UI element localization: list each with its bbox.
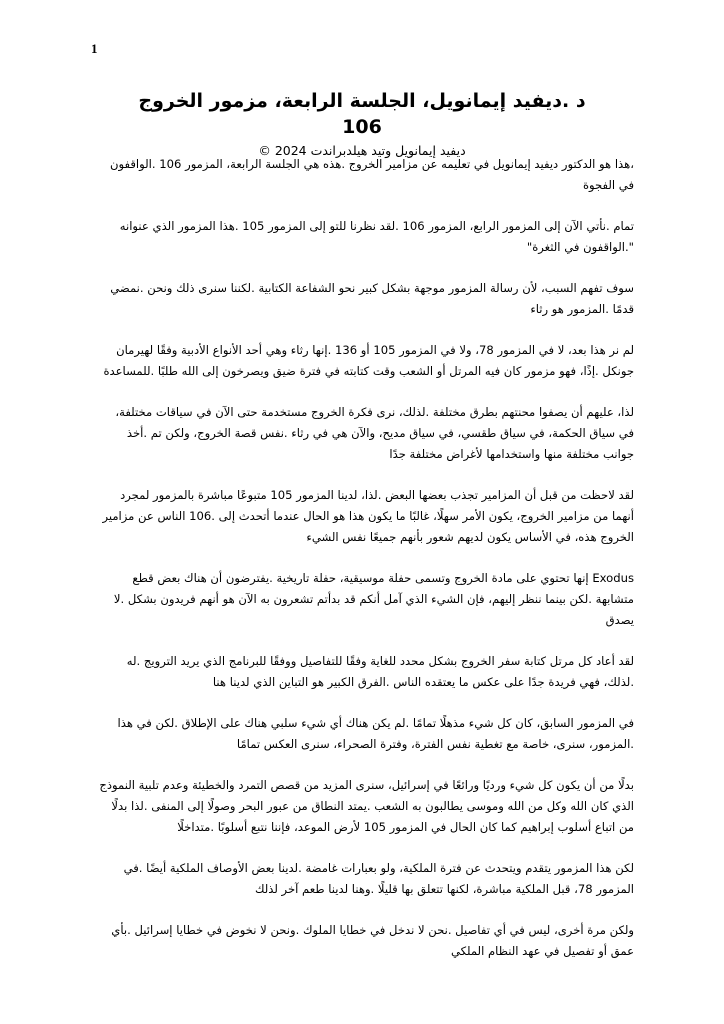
paragraph: لكن هذا المزمور يتقدم ويتحدث عن فترة الملكية، ولو بعبارات غامضة .لدينا بعض الأوصاف الملكية أيضًا .في المزمور 78، قبل الملكية مباشرة، لكنها تتعلق بها قليلًا .وهنا لدينا طعم آخر لذلك bbox=[123, 861, 634, 896]
paragraph: لقد لاحظت من قبل أن المزامير تجذب بعضها البعض .لذا، لدينا المزمور 105 متبوعًا مباشرة بالمزمور لمجرد أنهما من مزامير الخروج، يكون الأمر سهلًا، غالبًا ما يكون هذا هو الحال عندما أتحدث إلى .106 الناس عن مزامير الخروج هذه، في الأساس يكون لديهم شعور بأنهم جميعًا نفس الشيء bbox=[102, 488, 634, 544]
document-header bbox=[120, 88, 604, 160]
paragraph: لذا، عليهم أن يصفوا محنتهم بطرق مختلفة .لذلك، نرى فكرة الخروج مستخدمة حتى الآن في سياقات مختلفة، في سياق الحكمة، في سياق طقسي، في سياق مديح، والآن هي في رثاء .نفس قصة الخروج، ولكن تم .أخذ جوانب مختلفة منها واستخدامها لأغراض مختلفة جدًا bbox=[115, 405, 634, 461]
document-subtitle: ديفيد إيمانويل وتيد هيلدبراندت 2024 © bbox=[258, 143, 466, 158]
paragraph: في المزمور السابق، كان كل شيء مذهلًا تمامًا .لم يكن هناك أي شيء سلبي هناك على الإطلاق .لكن في هذا .المزمور، سنرى، خاصة مع تغطية نفس الفترة، وفترة الصحراء، سنرى العكس تمامًا bbox=[117, 716, 634, 751]
paragraph: لقد أعاد كل مرتل كتابة سفر الخروج بشكل محدد للغاية وفقًا للتفاصيل ووفقًا للبرنامج الذي يريد الترويج .له .لذلك، فهي فريدة جدًا على عكس ما يعتقده الناس .الفرق الكبير هو التباين الذي لدينا هنا bbox=[126, 654, 634, 689]
paragraph: لم نر هذا بعد، لا في المزمور 78، ولا في المزمور 105 أو 136 .إنها رثاء وهي أحد الأنواع الأدبية وفقًا لهيرمان جونكل .إذًا، فهو مزمور كان فيه المرتل أو الشعب وقت كتابته في فترة ضيق ويصرخون إلى الله طلبًا .للمساعدة bbox=[103, 343, 634, 378]
paragraph: بدلًا من أن يكون كل شيء ورديًا ورائعًا في إسرائيل، سنرى المزيد من قصص التمرد والخطيئة وعدم تلبية النموذج الذي كان الله وكل من الله وموسى يطالبون به الشعب .يمتد النطاق من عبور البحر وصولًا إلى المنفى .لذا بدلًا من اتباع أسلوب إبراهيم كما كان الحال في المزمور 105 لأرض الموعد، فإننا نتبع أسلوبًا .متداخلًا bbox=[99, 778, 634, 834]
paragraph: سوف تفهم السبب، لأن رسالة المزمور موجهة بشكل كبير نحو الشفاعة الكتابية .لكننا سنرى ذلك ونحن .نمضي قدمًا .المزمور هو رثاء bbox=[110, 281, 634, 316]
paragraph: ولكن مرة أخرى، ليس في أي تفاصيل .نحن لا ندخل في خطايا الملوك .ونحن لا نخوض في خطايا إسرائيل .بأي عمق أو تفصيل في عهد النظام الملكي bbox=[111, 923, 634, 958]
paragraph: Exodus إنها تحتوي على مادة الخروج وتسمى حفلة موسيقية، حفلة تاريخية .يفترضون أن هناك بعض قطع متشابهة .لكن بينما ننظر إليهم، فإن الشيء الذي آمل أنكم قد بدأتم تشعرون به الآن هو أنهم فريدون بشكل .لا يصدق bbox=[113, 571, 634, 627]
paragraph: ،هذا هو الدكتور ديفيد إيمانويل في تعليمه عن مزامير الخروج .هذه هي الجلسة الرابعة، المزمور 106 .الواقفون في الفجوة bbox=[110, 157, 634, 192]
paragraph: تمام .نأتي الآن إلى المزمور الرابع، المزمور 106 .لقد نظرنا للتو إلى المزمور 105 .هذا المزمور الذي عنوانه ".الواقفون في الثغرة" bbox=[119, 219, 634, 254]
document-title: د .ديفيد إيمانويل، الجلسة الرابعة، مزمور الخروج 106 bbox=[138, 90, 586, 138]
page-number: 1 bbox=[91, 41, 98, 56]
document-body bbox=[98, 154, 634, 982]
